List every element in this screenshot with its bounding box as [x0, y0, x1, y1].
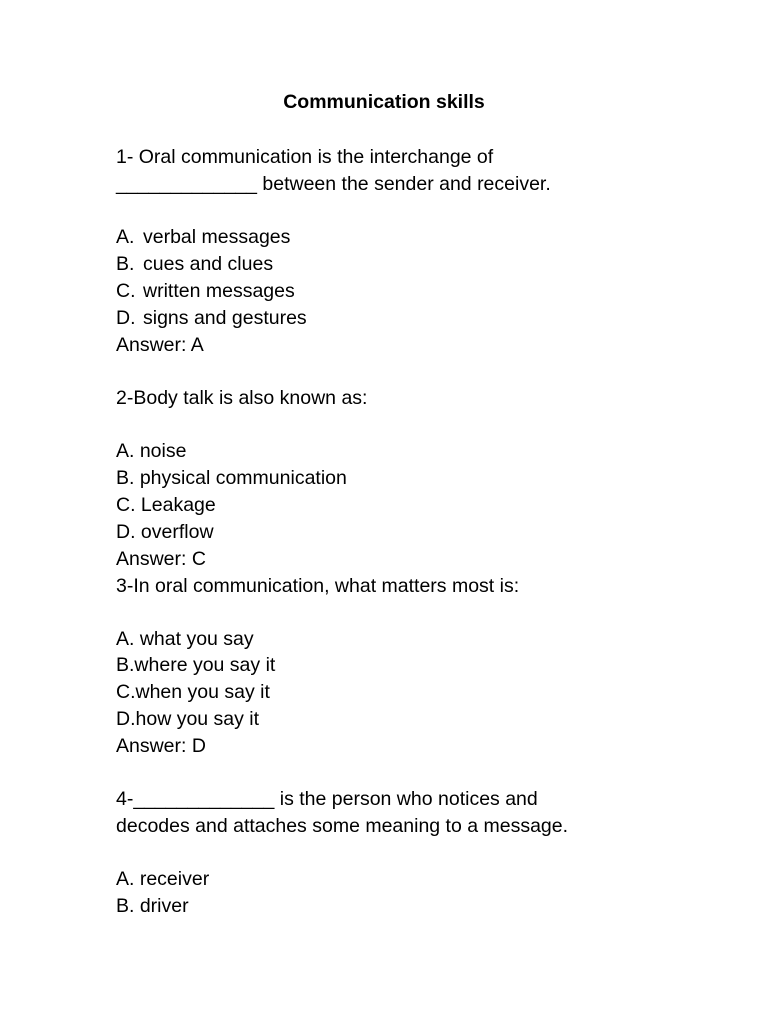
option-letter: C.	[116, 280, 136, 302]
question-1-answer: Answer: A	[116, 334, 204, 356]
question-4-stem-line-2: decodes and attaches some meaning to a message.	[116, 815, 569, 837]
document-title: Communication skills	[283, 91, 485, 113]
question-1-stem-line-2: _____________ between the sender and receiver.	[116, 173, 551, 195]
question-3-answer: Answer: D	[116, 735, 206, 757]
question-3-option-d: D.how you say it	[116, 708, 260, 730]
question-1-option-a	[116, 224, 290, 251]
question-2-option-d: D. overflow	[116, 521, 214, 543]
question-4-option-b: B. driver	[116, 895, 189, 917]
question-3-option-c: C.when you say it	[116, 681, 270, 703]
question-4-option-a: A. receiver	[116, 868, 210, 890]
question-3-option-b: B.where you say it	[116, 654, 276, 676]
question-3-stem: 3-In oral communication, what matters most is:	[116, 575, 520, 597]
option-letter: B.	[116, 253, 135, 275]
question-2-option-a: A. noise	[116, 440, 187, 462]
option-text: verbal messages	[143, 226, 291, 248]
question-4-stem-line-1: 4-_____________ is the person who notices and	[116, 788, 538, 810]
question-2-answer: Answer: C	[116, 548, 206, 570]
question-1-option-b	[116, 251, 273, 278]
question-1-option-d	[116, 305, 307, 332]
question-1-option-c	[116, 278, 295, 305]
question-2-option-c: C. Leakage	[116, 494, 216, 516]
option-text: cues and clues	[143, 253, 274, 275]
option-letter: D.	[116, 307, 136, 329]
option-text: written messages	[143, 280, 295, 302]
question-3-option-a: A. what you say	[116, 628, 254, 650]
option-text: signs and gestures	[143, 307, 307, 329]
question-2-stem: 2-Body talk is also known as:	[116, 387, 368, 409]
option-letter: A.	[116, 226, 135, 248]
question-1-stem-line-1: 1- Oral communication is the interchange of	[116, 146, 494, 168]
question-2-option-b: B. physical communication	[116, 467, 347, 489]
